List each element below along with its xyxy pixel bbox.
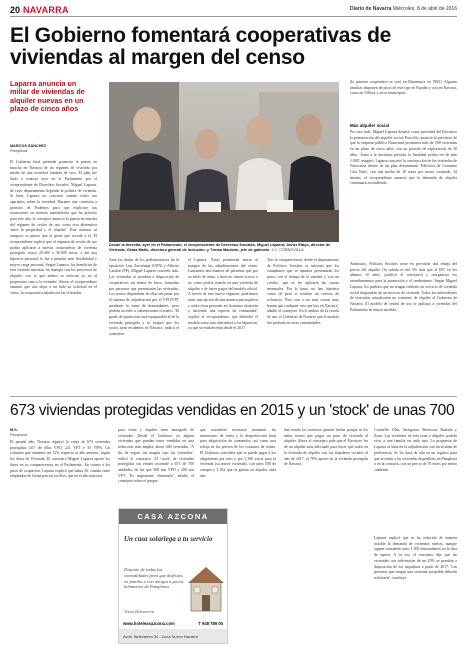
byline-name: MARCOS SÁNCHEZ [10,144,47,148]
ad-phone[interactable]: T 948 789 00 [198,621,223,626]
main-article-col-5-mid: Por otro lado, Miguel Laparra destacó como prioridad del Ejecutivo la potenciación del alquiler social. Para ello, anunció la previsión de que la empresa pública Nasuvinsa promueva más de 500 viviendas en un plazo de cinco años, con un periodo de exploración de 30 años. 'Junto a la iniciativa privada, la finalidad podría ser de más 1.000', aseguró. Laparra concretó la construcción de las viviendas de Nasuvinsa dentro de un plan denominado 'Edificios de Consumo Casi Nulo', con una media de 10 euros por metro cuadrado. Al mismo, el vicepresidente anunció que la demanda de alquiler continuará ascendiendo. [350,130,457,186]
photo-credit: J.C. CORDOVILLA [271,248,304,252]
main-article-col-5-end: Asimismo, Políticas Sociales tiene en previsión una rebaja del precio del alquiler ('la subida es del 5% más que el IPC en los últimos 10 años', justificó el consejero) y reorganizar los arrendamientos para la promoción y el rendimiento. Según Miguel Laparra, los pueblos que no tengan cubierto un servicio de vivienda social dispondrán de un servicio de vivienda. Todos los antecedentes de viviendas actualizarán un convenio de alquiler el Gobierno de Navarra. El modelo de cesión de uso se aplicará a viviendas del Parlamento en mayor medida. [350,262,457,312]
main-article-col-2: Ante las dudas de los parlamentarios de la oposición Luis Zarraluqui (UPN) y Alberto Catalán (PP), Miguel Laparra concretó más. Las viviendas se pondrán a disposición de cooperativas sin ánimo de lucro, formadas por personas que presentarán las viviendas. Los socios dispondrán de ellas sin pasar por el sistema de adjudicación por el VPO/VPT mediante la suma de demandantes, pero podrán acceder a subvenciones oficiales. 'El grado de protección será equiparable al de la vivienda protegida y se exigirá que los socios sean residentes en Navarra', indicó el consejero. [109,258,179,337]
main-byline [10,144,95,154]
subhead-alquiler-social: Más alquiler social [350,123,390,128]
secondary-article-col-5: Cormelle, Olaz, Sarriguren, Berriozar, Burlada y Zizur. Las viviendas de esta zona y alquiler, podrán vivir a una familia en cada uno. La propuesta de Laparra se basa en la adjudicación con un sistema de preferencia. Se les dará de alta en un registro para que acceden a las viviendas disponibles en Pamplona o en la comarca, con un precio de 70 euros por metro cuadrado. [374,428,457,472]
photo-caption [109,243,339,253]
section-divider [10,396,457,397]
date-text: Miércoles, 8 de abril de 2016 [392,6,457,12]
news-photo [109,82,339,242]
secondary-byline-place: Pamplona [10,433,28,437]
caption-text: Desde la derecha, ayer en el Parlamento, el vicepresidente de Derechos Sociales, Miguel Laparra; Javier Etayo, director de Vivienda; Gema Mañú, directora general de Inclusión; y Txema Mauleón, jefe de gabinete. [109,243,331,252]
secondary-byline-name: M.S. [10,428,18,432]
page-number: 20 [10,5,21,15]
ad-description: Dispone de todas las comodidades para que disfrutes en familia o con amigos a pocos kilómetros de Pamplona. [124,567,184,590]
main-article-col-1: El Gobierno foral pretende potenciar la puesta en marcha en Navarra de un régimen de vivienda por medio de una sociedad fundada de cero. El plan fue dado a conocer ayer en el Parlamento por el vicepresidente de Derechos Sociales, Miguel Laparra, de cuyo departamento depende la política de vivienda. Si bien, Laparra no concretó cuándo todos sus apartados saben la novedad. Durante una comisión a petición de Podemos para que explicase sus actuaciones en materia inmobiliaria que ha previsto para este año, el consejero anunció la puesta en marcha del régimen de cesión de uso como otra alternativa 'entre la propiedad y el alquiler'. Este sistema, ni tampoco se quiere que la gente que acceda a él. El vicepresidente explicó que el régimen de cesión de uso podría aplicarse a nuevas cooperativas de vivienda protegida, cuyos 20.000 o 30.000 euros, y ahí una hipoteca personal, le iba a permitir más flexibilidad y mayor carga personal. Según Laparra, los beneficios de esta fórmula nacerían 'en sinergia con los proyectos de alquiler, con lo que ambos se enfocan ya no al propietario sino a la vivienda'. Ahora, el vicepresidente anunció que tras dejar a un lado su solicitud en el censo, la cooperativa adjudicará las viviendas. [10,160,97,296]
main-article-col-4: Tras lo comparecencia, desde el departamento de Políticos Sociales se informó que los ciudadanos que se apunten presentarán los pasos con el tiempo de la entidad y 'con un crédito', que se les aplicaría las cuotas mensuales. Por lo tanto, no hay hipoteca como tal pero sí tendrán un criterio de solvencia. 'Pero van a ser más cuotas muy barata que cualquier otra que hay en Navarra', añadió el consejero. En el ámbito de la cesión de uso, el Gobierno de Navarra que el modelo fue probado en otras comunidades. [267,258,339,325]
section-name: NAVARRA [23,5,69,15]
ad-footer [119,629,227,643]
ad-tagline: Un casa solariega a tu servicio [124,535,213,543]
newspaper-name: Diario de Navarra [349,6,392,12]
house-illustration-icon [187,561,225,613]
main-article-col-3: el Laparra. 'Estas permitirán entrar al margen de las adjudicaciones del censo. Lanzamos una manera de personas que por su nivel de renta, o bien no tienen acceso o no como podría tenerla en una vivienda de alquiler o de hacer pagos del modelo oficial. A través de este nuevo régimen, podríamos tener una opción de una manera participativa y sobre otras personas en la misma situación y haciendo una especie de comunidad', explicó el vicepresidente, que defendió el modelo como una alternativa a las hipotecas, ya que se establecerán desde el 2017. [188,258,258,331]
edition-date [350,6,457,12]
secondary-article-col-4: han tenido los nosotros quieren luchar porque ni los niños tienen que pagar un paso de vivienda al alquiler. Ahora el consejero pide que el Ejecutivo les dé un alquiler más adecuado para hacer que todos en la vivienda de alquiler con los alquileres sociales al año de 2017, el 70% aporte en la vivienda protegida de Navarra. [284,428,368,467]
ad-address: Avda. Belezarren 34 - Zona Nuevo Navarra [123,634,198,639]
main-headline: El Gobierno fomentará cooperativas de viviendas al margen del censo [10,24,391,69]
secondary-article-col-3b [236,508,276,640]
secondary-headline: 673 viviendas protegidas vendidas en 2015 y un 'stock' de unas 700 [10,402,455,419]
page-header [10,5,457,17]
photo-illustration [109,82,339,242]
secondary-byline [10,428,110,438]
ad-signature: Visita Belezarren [124,609,155,614]
byline-place: Pamplona [10,149,28,153]
main-article-col-5-top: (la primera cooperativa se creó en Dinamarca en 1965). Algunas familias disponen de pisos de este tipo en España y otra en Navarra, como en Villava y otros municipios. [350,80,457,96]
casa-azcona-ad[interactable] [118,508,228,644]
secondary-article-col-2: para venta y alquiler tiene entregado de viviendas. Desde el Gobierno ya alguna viviendas que puedan tener vendidas en una reducción más amplia, ahora 400 viviendas. 'A fin de seguir sin ningún tipo las viviendas', indicó el consejero. El 'stock' de viviendas protegidas sin vender asciende a 673 de 700 unidades, de las que 500 son VPO y 200 son VPT. 'Es importante eliminarlo', añadió el consejero sobre el parque. [118,428,194,484]
secondary-article-col-1: El pasado año, Navarra registró la venta de 673 viviendas protegidas (417 de ellas VPO, 221 VPT y 35 VPP). Un volumen que aumentó un 12% respecto al año anterior, según los datos de Vivienda. El consejero Miguel Laparra aportó los datos en su comparecencia en el Parlamento. En cuanto a los pisos de ocupación, Laparra explicó que había 36, cuando tiene empleadas de forma parcial en ellos, que en el año mayoría. [10,440,110,479]
secondary-article-col-6: Laparra explicó que se ha reducido de manera notable la demanda de viviendas nuevas, aunque siguen existiendo unos 1.500 demandantes en la lista de espera. A su vez, el consejero dijo que las viviendas con subvención de un 25% se pondrán a disposición de los inquilinos a partir de 2017. 'Las personas que tengan una vivienda asequible deberán solicitarla', concluyó. [374,536,457,580]
secondary-article-col-3: que considerió necesario mantener las intenciones de venta y la desprotección final para adquisición de contenidos, así como una rebaja en los precios de los contratos de rentas. El Gobierno considera que se puede pagar a los adquirentes por mes y por 2.380 euros para la vivienda (su nueva vivienda), con unos 500 de compra y 1.432 que se gastan en alquiler cada año. [200,428,276,478]
standfirst: Laparra anuncia un millar de viviendas de alquiler nuevas en un plazo de cinco años [10,79,85,114]
ad-website[interactable]: www.hoteleasazcona.com [123,621,175,626]
ad-brand: CASA AZCONA [119,509,227,524]
